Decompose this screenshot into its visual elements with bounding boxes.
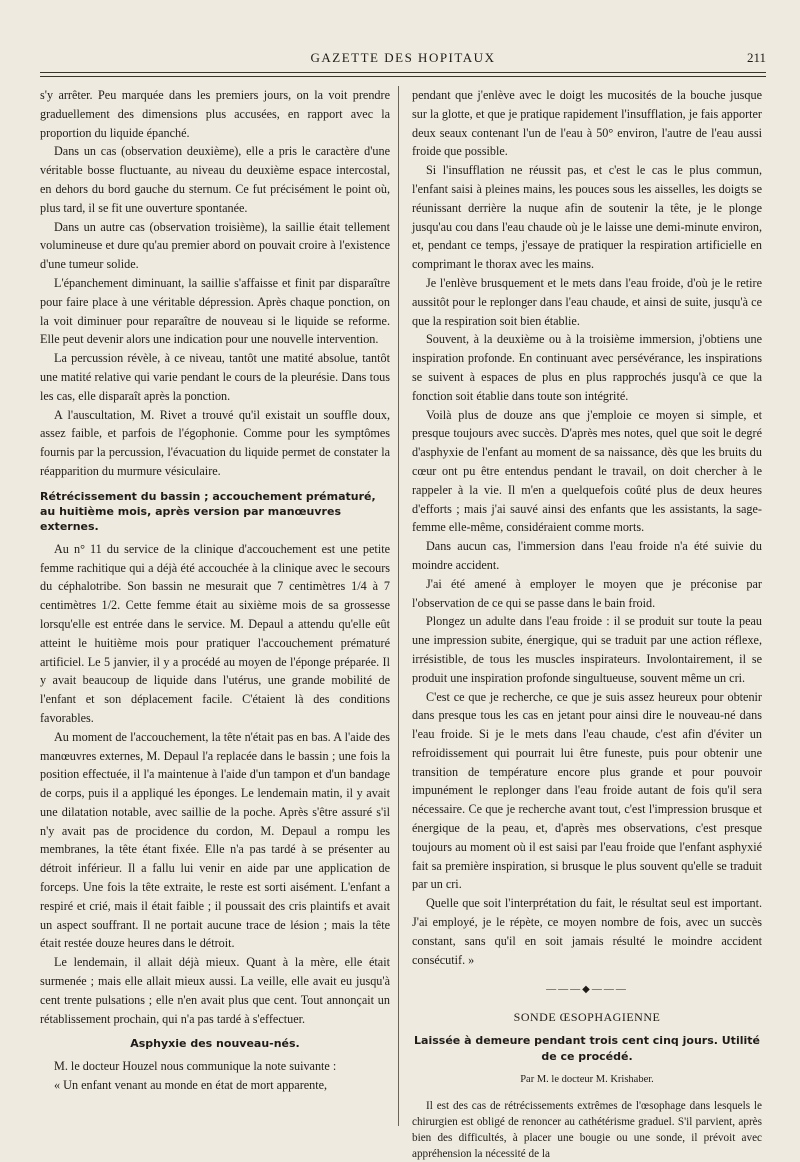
page-header bbox=[40, 48, 766, 70]
paragraph: Voilà plus de douze ans que j'emploie ce moyen si simple, et presque toujours avec succès. D'après mes notes, quel que soit le degré d'asphyxie de l'enfant au moment de sa naissance, dès que les bruits du cœur ont pu être entendus pendant le travail, on doit chercher à le rappeler à la vie. Il m'en a quelquefois coûté plus de deux heures d'efforts ; mais j'ai sauvé ainsi des enfants que les assistants, la sage-femme elle-même, considéraient comme morts. bbox=[412, 407, 762, 535]
right-column bbox=[412, 86, 762, 1162]
paragraph: Souvent, à la deuxième ou à la troisième immersion, j'obtiens une inspiration profonde. En continuant avec persévérance, les inspirations se suivent à espaces de plus en plus rapprochés jusqu'à ce que la fonction soit établie dans toute son intégrité. bbox=[412, 332, 762, 403]
paragraph: M. le docteur Houzel nous communique la note suivante : bbox=[54, 1059, 337, 1074]
paragraph: Dans un cas (observation deuxième), elle a pris le caractère d'une véritable bosse fluctuante, au niveau du deuxième espace intercostal, en dehors du bord gauche du sternum. Ce fut précisément le point où, plus tard, il se fit une ouverture spontanée. bbox=[40, 144, 390, 215]
paragraph: Je l'enlève brusquement et le mets dans l'eau froide, d'où je le retire aussitôt pour le replonger dans l'eau chaude, et ainsi de suite, jusqu'à ce que la respiration soit bien établie. bbox=[412, 275, 762, 328]
header-rule bbox=[40, 72, 766, 73]
section-subtitle: Laissée à demeure pendant trois cent cinq jours. Utilité de ce procédé. bbox=[414, 1034, 760, 1064]
header-rule-thin bbox=[40, 76, 766, 77]
paragraph: Le lendemain, il allait déjà mieux. Quant à la mère, elle était surmenée ; mais elle allait mieux aussi. La veille, elle avait eu jusqu'à cent trente pulsations ; elle n'en avait plus que cent. Tout annonçait un rétablissement prochain, qui n'a pas tardé à s'effectuer. bbox=[40, 955, 390, 1026]
paragraph: Il est des cas de rétrécissements extrêmes de l'œsophage dans lesquels le chirurgien est obligé de renoncer au cathétérisme graduel. S'il parvient, après bien des difficultés, à placer une bougie ou une sonde, il prévoit avec appréhension la nécessité de la bbox=[412, 1099, 762, 1160]
paragraph: Au n° 11 du service de la clinique d'accouchement est une petite femme rachitique qui a déjà été accouchée à la clinique avec le secours du céphalotribe. Son bassin ne mesurait que 7 centimètres 1/4 à 7 centimètres 1/2. Cette femme était au sixième mois de sa grossesse lorsqu'elle est entrée dans le service. M. Depaul a attendu qu'elle eût atteint le huitième mois pour pratiquer l'accouchement prématuré artificiel. Le 5 janvier, il y a procédé au moyen de l'éponge préparée. Il y avait beaucoup de liquide dans l'utérus, une grande mobilité de l'enfant et son déplacement facile. C'étaient là des conditions favorables. bbox=[40, 541, 390, 725]
paragraph: Dans un autre cas (observation troisième), la saillie était tellement volumineuse et dure qu'au premier abord on pouvait croire à l'existence d'une tumeur solide. bbox=[40, 219, 390, 272]
paragraph: pendant que j'enlève avec le doigt les mucosités de la bouche jusque sur la glotte, et que je pratique rapidement l'insufflation, je fais apporter deux seaux contenant l'un de l'eau à 50° environ, l'autre de l'eau aussi froide que possible. bbox=[412, 88, 762, 159]
paragraph: s'y arrêter. Peu marquée dans les premiers jours, on la voit prendre graduellement des dimensions plus accusées, en rapport avec la proportion du liquide épanché. bbox=[40, 88, 390, 140]
paragraph: Quelle que soit l'interprétation du fait, le résultat seul est important. J'ai employé, je le répète, ce moyen nombre de fois, avec un succès constant, sans qu'il en soit jamais résulté le moindre accident consécutif. » bbox=[412, 896, 762, 967]
paragraph: L'épanchement diminuant, la saillie s'affaisse et finit par disparaître pour faire place à une véritable dépression. Après chaque ponction, on la voit diminuer pour reparaître de nouveau si le liquide se reforme. Elle peut devenir alors une indication pour une nouvelle intervention. bbox=[40, 275, 390, 347]
paragraph: « Un enfant venant au monde en état de mort apparente, bbox=[54, 1078, 328, 1093]
article-heading: Asphyxie des nouveau-nés. bbox=[130, 1037, 300, 1051]
paragraph: La percussion révèle, à ce niveau, tantôt une matité absolue, tantôt une matité relative qui varie pendant le cours de la pleurésie. Dans tous les cas, elle disparaît après la ponction. bbox=[40, 351, 390, 403]
paragraph: C'est ce que je recherche, ce que je suis assez heureux pour obtenir dans presque tous les cas en jetant pour ainsi dire le nouveau-né dans l'eau froide. Si je le mets dans l'eau chaude, c'est afin d'éviter un refroidissement qui pourrait lui être funeste, puis pour obtenir une transition de température encore plus grande et pour pouvoir impunément le replonger dans l'eau froide autant de fois qu'il sera nécessaire. Ce que je recherche avant tout, c'est l'impression brusque et énergique de la peau, et, d'après mes observations, c'est presque toujours au moment où il est saisi par l'eau froide que l'enfant asphyxié fait sa première inspiration, si brusque le plus souvent qu'elle se traduit par un cri. bbox=[412, 689, 762, 892]
section-title: SONDE ŒSOPHAGIENNE bbox=[513, 1010, 661, 1025]
byline: Par M. le docteur M. Krishaber. bbox=[520, 1074, 654, 1086]
paragraph: Dans aucun cas, l'immersion dans l'eau froide n'a été suivie du moindre accident. bbox=[412, 539, 762, 572]
column-divider bbox=[398, 86, 399, 1126]
paragraph: Si l'insufflation ne réussit pas, et c'est le cas le plus commun, l'enfant saisi à pleines mains, les pouces sous les aisselles, les doigts se réunissant derrière la nuque afin de soutenir la tête, je le plonge jusqu'au cou dans l'eau chaude où je le laisse une demi-minute environ, et, pendant ce temps, j'essaye de pratiquer la respiration artificielle en comprimant le thorax avec les mains. bbox=[412, 163, 762, 272]
paragraph: A l'auscultation, M. Rivet a trouvé qu'il existait un souffle doux, assez faible, et parfois de l'égophonie. Comme pour les symptômes fournis par la percussion, l'évacuation du liquide permet de constater la réapparition du murmure vésiculaire. bbox=[40, 407, 390, 478]
page-number: 211 bbox=[746, 50, 766, 65]
paragraph: J'ai été amené à employer le moyen que je préconise par l'observation de ce qui se passe dans le bain froid. bbox=[412, 576, 762, 610]
paragraph: Plongez un adulte dans l'eau froide : il se produit sur toute la peau une impression subite, énergique, qui se traduit par une action réflexe, irrésistible, de tous les muscles inspirateurs. Involontairement, il se produit une inspiration profonde singultueuse, souvent même un cri. bbox=[412, 614, 762, 685]
left-column bbox=[40, 86, 390, 1095]
article-heading: Rétrécissement du bassin ; accouchement prématuré, au huitième mois, après version par manœuvres externes. bbox=[40, 489, 376, 533]
section-separator: ———◆——— bbox=[546, 984, 628, 996]
paragraph: Au moment de l'accouchement, la tête n'était pas en bas. A l'aide des manœuvres externes, M. Depaul l'a replacée dans le bassin ; une fois la position effectuée, il l'a maintenue à l'aide d'un tampon et d'un bandage de corps, puis il a appliqué les éponges. Le lendemain matin, il y avait une dilatation notable, avec saillie de la poche. Après s'être assuré s'il n'y avait pas de procidence du cordon, M. Depaul a rompu les membranes, la tête étant fixée. Elle n'a pas tardé à se présenter au détroit inférieur. Il a fallu lui venir en aide par une application de forceps. Une fois la tête extraite, le reste est sorti aisément. L'enfant a respiré et crié, mais il était faible ; il poussait des cris plaintifs et avait un aspect souffrant. Il ne portait aucune trace de lésion ; mais la tête était restée douze heures dans le détroit. bbox=[40, 729, 390, 951]
journal-title: GAZETTE DES HOPITAUX bbox=[310, 50, 496, 65]
